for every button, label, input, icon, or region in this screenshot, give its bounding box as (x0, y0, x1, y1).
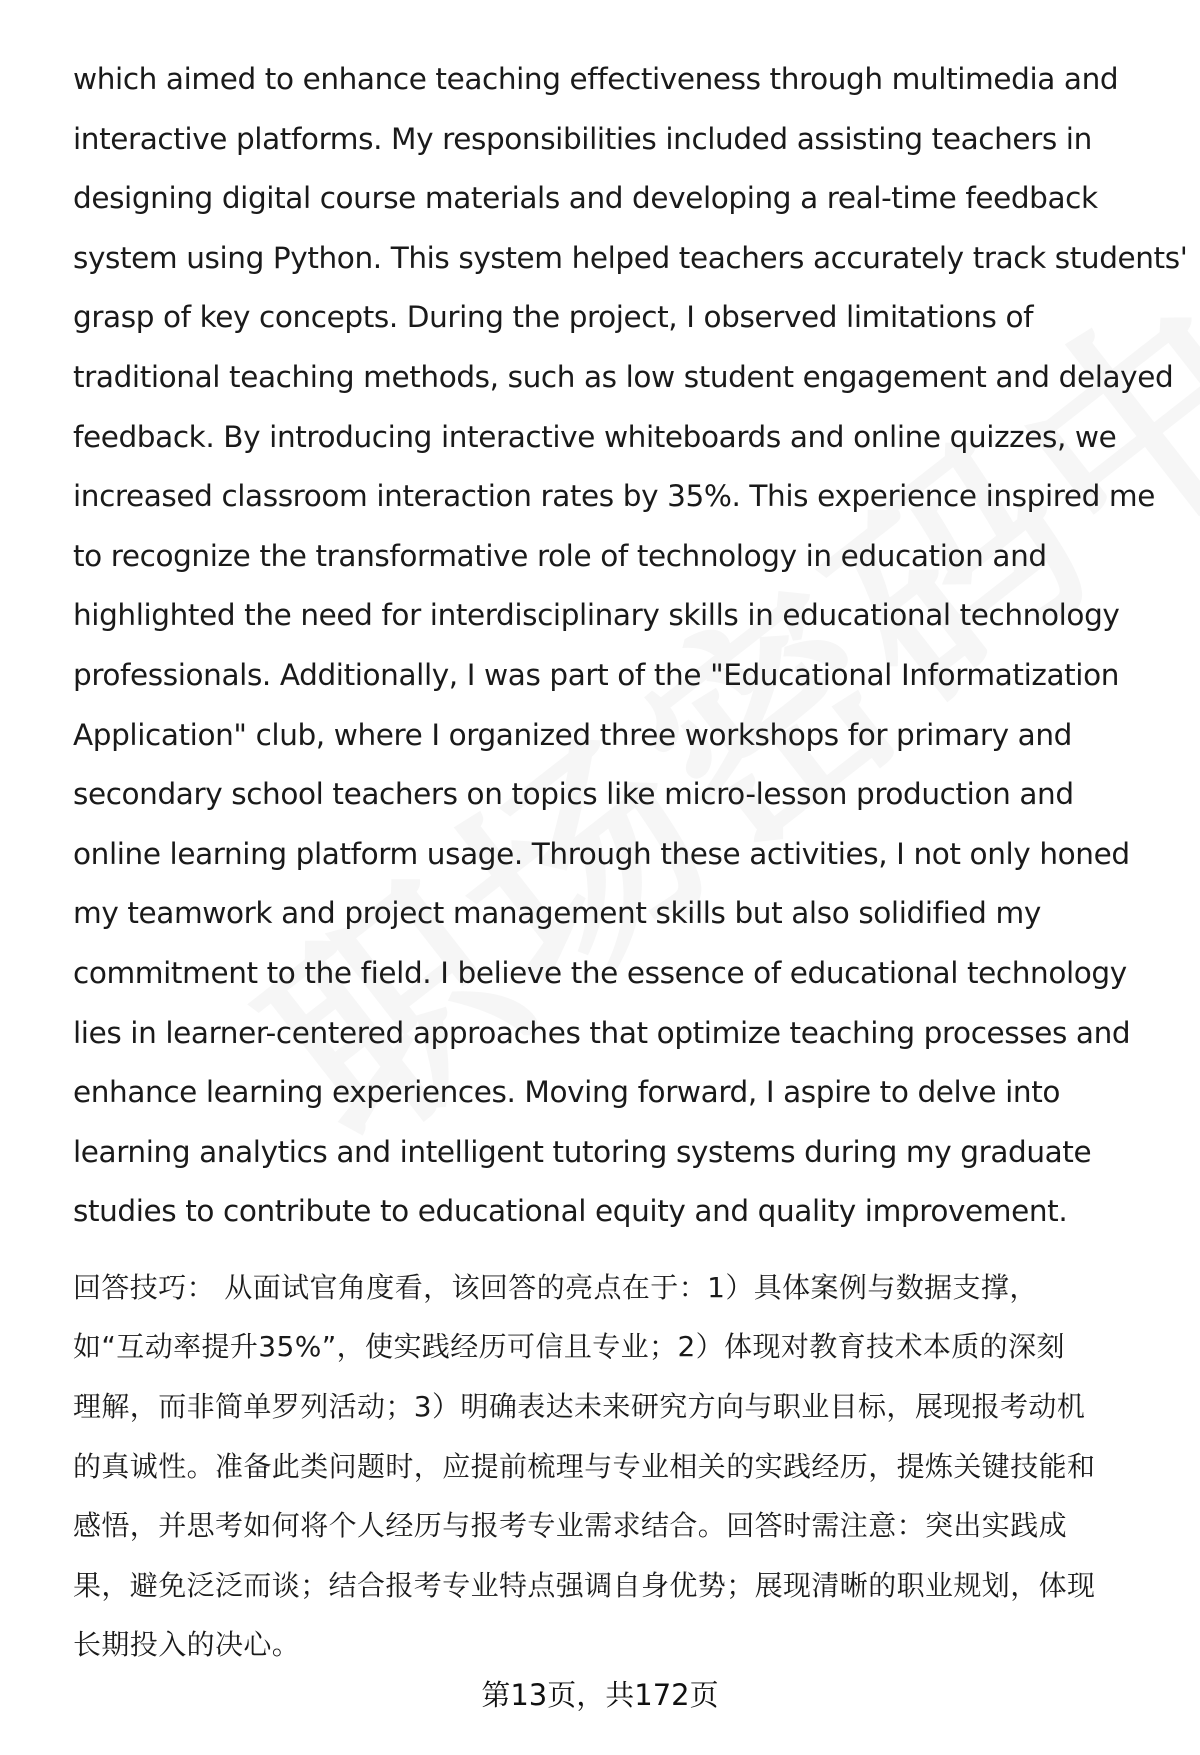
answer-line: Application" club, where I organized three workshops for primary and (73, 717, 1072, 752)
answer-line: commitment to the field. I believe the essence of educational technology (73, 955, 1127, 990)
answer-line: feedback. By introducing interactive whiteboards and online quizzes, we (73, 419, 1117, 454)
tips-line: 如“互动率提升35%”，使实践经历可信且专业；2）体现对教育技术本质的深刻 (73, 1330, 1065, 1364)
tips-line: 长期投入的决心。 (73, 1628, 301, 1662)
answer-line: which aimed to enhance teaching effectiveness through multimedia and (73, 62, 1119, 96)
answer-line: lies in learner-centered approaches that optimize teaching processes and (73, 1015, 1131, 1050)
answer-line: professionals. Additionally, I was part of the "Educational Informatization (73, 657, 1120, 692)
answer-line: grasp of key concepts. During the project, I observed limitations of (73, 300, 1034, 335)
tips-line: 理解，而非简单罗列活动；3）明确表达未来研究方向与职业目标，展现报考动机 (73, 1390, 1086, 1424)
answer-line: increased classroom interaction rates by 35%. This experience inspired me (73, 479, 1155, 514)
tips-paragraph (73, 1258, 1163, 1675)
answer-line: designing digital course materials and developing a real-time feedback (73, 181, 1098, 216)
tips-line: 回答技巧： 从面试官角度看，该回答的亮点在于：1）具体案例与数据支撑， (73, 1270, 1038, 1304)
answer-line: interactive platforms. My responsibilities included assisting teachers in (73, 121, 1092, 156)
tips-line: 果，避免泛泛而谈；结合报考专业特点强调自身优势；展现清晰的职业规划，体现 (73, 1568, 1096, 1602)
answer-paragraph (73, 50, 1188, 1242)
answer-line: traditional teaching methods, such as low student engagement and delayed (73, 359, 1174, 394)
answer-line: highlighted the need for interdisciplinary skills in educational technology (73, 598, 1120, 633)
answer-line: studies to contribute to educational equity and quality improvement. (73, 1194, 1068, 1229)
page-number: 第13页，共172页 (481, 1678, 719, 1712)
tips-line: 感悟，并思考如何将个人经历与报考专业需求结合。回答时需注意：突出实践成 (73, 1509, 1068, 1543)
answer-line: to recognize the transformative role of technology in education and (73, 538, 1047, 573)
answer-line: enhance learning experiences. Moving forward, I aspire to delve into (73, 1075, 1061, 1110)
tips-line: 的真诚性。准备此类问题时，应提前梳理与专业相关的实践经历，提炼关键技能和 (73, 1449, 1096, 1483)
answer-line: my teamwork and project management skills but also solidified my (73, 896, 1041, 931)
answer-line: learning analytics and intelligent tutoring systems during my graduate (73, 1134, 1092, 1169)
answer-line: system using Python. This system helped teachers accurately track students' (73, 240, 1188, 275)
answer-line: online learning platform usage. Through these activities, I not only honed (73, 836, 1130, 871)
page-content (73, 50, 1188, 1675)
answer-line: secondary school teachers on topics like micro-lesson production and (73, 777, 1074, 812)
